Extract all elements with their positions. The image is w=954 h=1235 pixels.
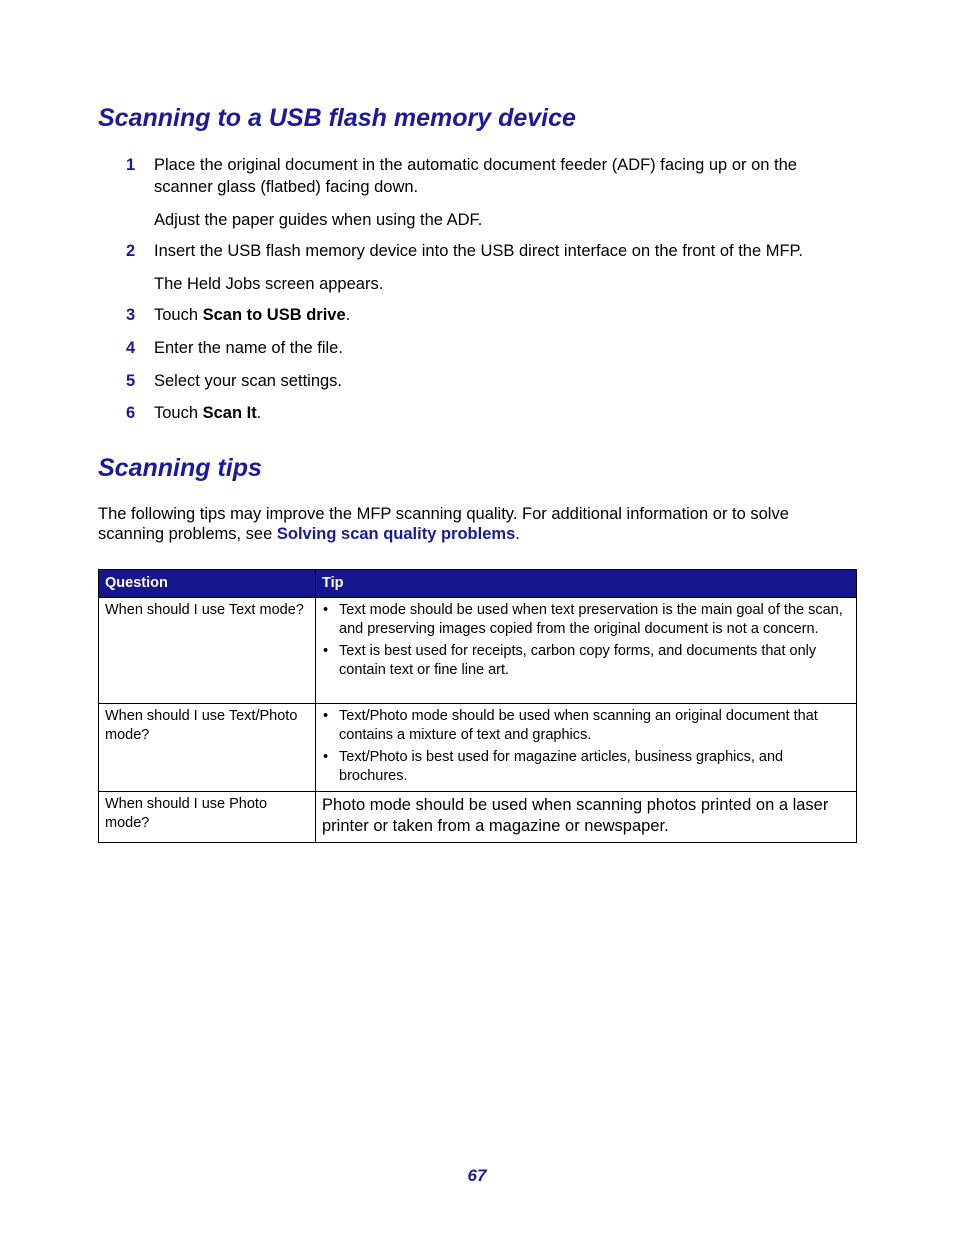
bullet-icon: •	[323, 708, 329, 724]
step-2-note: The Held Jobs screen appears.	[154, 275, 384, 293]
tip-list	[322, 707, 850, 786]
table-row	[99, 598, 857, 704]
question-cell: When should I use Photo mode?	[99, 792, 316, 843]
step-bold-label: Scan to USB drive	[202, 306, 346, 324]
tip-item	[322, 642, 850, 680]
intro-text: The following tips may improve the MFP scanning quality. For additional information or to solve scanning problems, see	[98, 505, 789, 543]
tip-text: Text is best used for receipts, carbon copy forms, and documents that only contain text or fine line art.	[339, 643, 817, 678]
tip-item	[322, 601, 850, 639]
step-number: 4	[126, 339, 136, 357]
step-number: 2	[126, 242, 136, 260]
bullet-icon: •	[323, 643, 329, 659]
step-1-note: Adjust the paper guides when using the ADF.	[154, 211, 483, 229]
tip-text: Text/Photo is best used for magazine articles, business graphics, and brochures.	[339, 749, 784, 784]
table-row	[99, 704, 857, 792]
step-suffix: .	[345, 306, 351, 324]
section-title-usb: Scanning to a USB flash memory device	[98, 104, 576, 132]
column-header-question: Question	[99, 570, 316, 598]
step-number: 1	[126, 156, 136, 174]
question-cell: When should I use Text mode?	[99, 598, 316, 704]
step-number: 6	[126, 404, 136, 422]
tip-list	[322, 601, 850, 680]
table-header-row	[99, 570, 857, 598]
intro-end: .	[515, 525, 520, 543]
solving-scan-quality-link[interactable]: Solving scan quality problems	[276, 525, 516, 543]
page-number: 67	[467, 1166, 487, 1185]
step-number: 5	[126, 372, 136, 390]
step-number: 3	[126, 306, 136, 324]
bullet-icon: •	[323, 602, 329, 618]
tip-text: Text/Photo mode should be used when scanning an original document that contains a mixture of text and graphics.	[339, 708, 818, 743]
tip-cell: Photo mode should be used when scanning photos printed on a laser printer or taken from a magazine or newspaper.	[316, 792, 857, 843]
step-bold-label: Scan It	[202, 404, 257, 422]
tip-text: Text mode should be used when text preservation is the main goal of the scan, and preserving images copied from the original document is not a concern.	[339, 602, 843, 637]
tip-item	[322, 707, 850, 745]
tip-cell	[316, 598, 857, 704]
tips-intro-paragraph	[98, 504, 838, 544]
step-prefix: Touch	[154, 404, 203, 422]
column-header-tip: Tip	[316, 570, 857, 598]
step-suffix: .	[256, 404, 262, 422]
step-text	[154, 402, 844, 424]
tip-cell	[316, 704, 857, 792]
step-text: Place the original document in the automatic document feeder (ADF) facing up or on the scanner glass (flatbed) facing down.	[154, 156, 797, 196]
step-prefix: Touch	[154, 306, 203, 324]
bullet-icon: •	[323, 749, 329, 765]
step-text: Enter the name of the file.	[154, 339, 343, 357]
tip-item	[322, 748, 850, 786]
scanning-tips-table	[98, 569, 857, 843]
section-title-tips: Scanning tips	[98, 454, 262, 482]
step-text	[154, 304, 844, 326]
step-text: Insert the USB flash memory device into the USB direct interface on the front of the MFP.	[154, 242, 804, 260]
table-row	[99, 792, 857, 843]
step-text: Select your scan settings.	[154, 372, 343, 390]
question-cell: When should I use Text/Photo mode?	[99, 704, 316, 792]
